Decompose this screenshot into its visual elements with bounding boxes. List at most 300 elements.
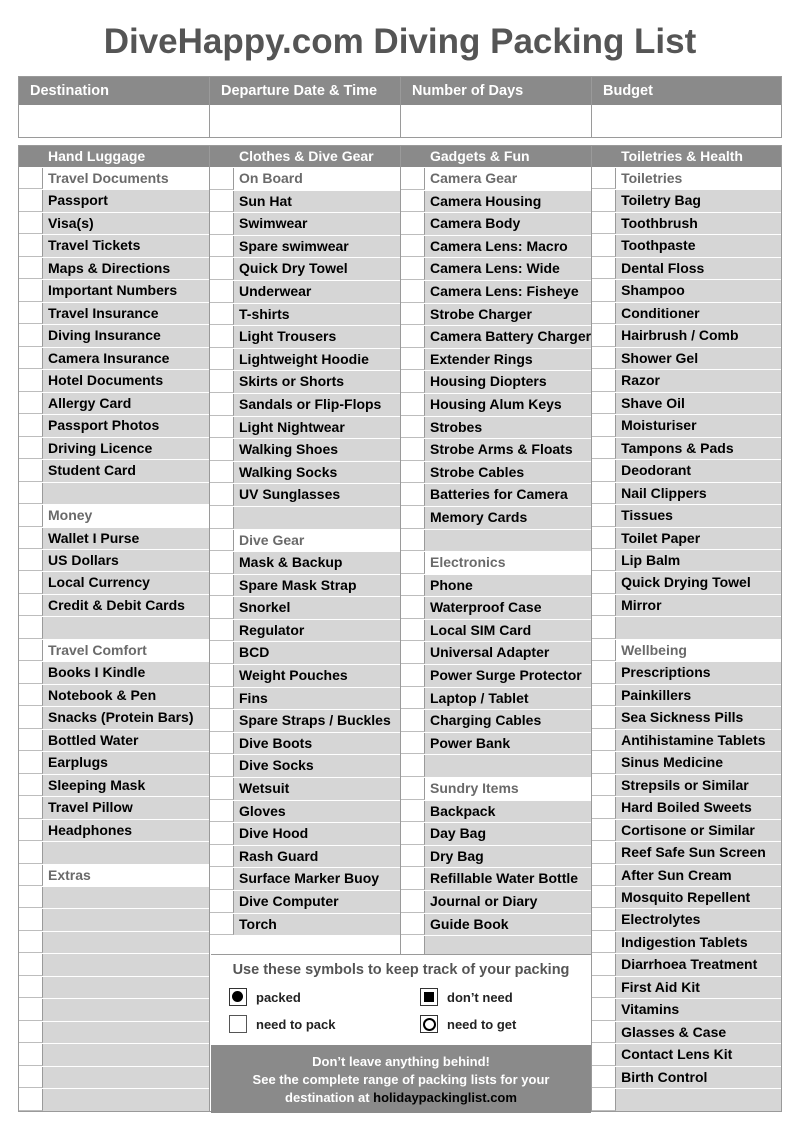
checkbox[interactable] [210, 823, 234, 845]
list-item [19, 774, 209, 796]
item-label: Journal or Diary [425, 891, 591, 913]
item-label: Sinus Medicine [616, 752, 781, 773]
item-label: BCD [234, 642, 400, 664]
item-label: Camera Lens: Wide [425, 258, 591, 280]
checkbox[interactable] [19, 865, 43, 886]
list-item [592, 819, 781, 841]
item-label [616, 1089, 781, 1110]
checkbox[interactable] [592, 640, 616, 661]
list-item [19, 347, 209, 369]
checkbox[interactable] [401, 552, 425, 574]
checkbox[interactable] [19, 595, 43, 616]
checkbox[interactable] [592, 303, 616, 324]
item-label: Spare Straps / Buckles [234, 710, 400, 732]
checkbox[interactable] [401, 688, 425, 710]
checkbox[interactable] [19, 325, 43, 346]
budget-field[interactable] [592, 105, 781, 137]
checkbox[interactable] [592, 865, 616, 886]
item-label [43, 1067, 209, 1088]
list-item [401, 732, 591, 755]
list-item [210, 325, 400, 348]
checkbox[interactable] [210, 778, 234, 800]
checkbox[interactable] [210, 462, 234, 484]
list-item [210, 461, 400, 484]
checkbox[interactable] [592, 662, 616, 683]
item-label: Wetsuit [234, 778, 400, 800]
item-label: Driving Licence [43, 438, 209, 459]
checkbox[interactable] [592, 168, 616, 189]
checkbox[interactable] [19, 887, 43, 908]
list-item [401, 393, 591, 416]
checkbox[interactable] [19, 707, 43, 728]
checkbox[interactable] [19, 640, 43, 661]
checkbox[interactable] [401, 326, 425, 348]
checkbox[interactable] [210, 688, 234, 710]
checkbox[interactable] [592, 1067, 616, 1088]
checkbox[interactable] [210, 326, 234, 348]
checkbox[interactable] [592, 483, 616, 504]
list-item [210, 551, 400, 574]
list-item [401, 913, 591, 936]
checkbox[interactable] [401, 484, 425, 506]
checkbox[interactable] [210, 484, 234, 506]
checkbox[interactable] [210, 530, 234, 552]
checkbox[interactable] [592, 550, 616, 571]
item-label: Skirts or Shorts [234, 371, 400, 393]
checkbox[interactable] [592, 617, 616, 638]
checkbox[interactable] [401, 530, 425, 552]
item-label: Snacks (Protein Bars) [43, 707, 209, 728]
checkbox[interactable] [401, 801, 425, 823]
checkbox[interactable] [19, 460, 43, 481]
item-label: Moisturiser [616, 415, 781, 436]
list-item [19, 841, 209, 863]
checkbox[interactable] [19, 730, 43, 751]
checkbox[interactable] [592, 370, 616, 391]
checkbox[interactable] [210, 371, 234, 393]
checkbox[interactable] [210, 846, 234, 868]
checkbox[interactable] [210, 394, 234, 416]
list-item [401, 483, 591, 506]
checkbox[interactable] [401, 191, 425, 213]
checkbox[interactable] [210, 575, 234, 597]
checkbox[interactable] [592, 730, 616, 751]
list-item [19, 998, 209, 1020]
item-label: Local Currency [43, 572, 209, 593]
dont-need-icon [420, 988, 438, 1006]
checkbox[interactable] [401, 710, 425, 732]
checkbox[interactable] [210, 914, 234, 936]
item-label: Walking Socks [234, 462, 400, 484]
checkbox[interactable] [19, 190, 43, 211]
checkbox[interactable] [210, 665, 234, 687]
item-label [43, 999, 209, 1020]
list-item [592, 729, 781, 751]
item-label: Bottled Water [43, 730, 209, 751]
checkbox[interactable] [19, 550, 43, 571]
item-label: Lip Balm [616, 550, 781, 571]
item-label: Hard Boiled Sweets [616, 797, 781, 818]
checkbox[interactable] [592, 977, 616, 998]
list-item [592, 279, 781, 301]
checkbox[interactable] [592, 887, 616, 908]
item-label: Antihistamine Tablets [616, 730, 781, 751]
checkbox[interactable] [19, 617, 43, 638]
checkbox[interactable] [19, 954, 43, 975]
checkbox[interactable] [592, 954, 616, 975]
checkbox[interactable] [401, 507, 425, 529]
item-label: Batteries for Camera [425, 484, 591, 506]
item-label: Shower Gel [616, 348, 781, 369]
destination-field[interactable] [19, 105, 209, 137]
list-item [19, 931, 209, 953]
item-label: Torch [234, 914, 400, 936]
checkbox[interactable] [210, 620, 234, 642]
item-label: After Sun Cream [616, 865, 781, 886]
item-label: T-shirts [234, 304, 400, 326]
list-item [210, 890, 400, 913]
checkbox[interactable] [19, 909, 43, 930]
item-label: Tissues [616, 505, 781, 526]
checkbox[interactable] [19, 685, 43, 706]
item-label: Strobe Arms & Floats [425, 439, 591, 461]
list-item [401, 438, 591, 461]
list-item [210, 822, 400, 845]
checkbox[interactable] [19, 235, 43, 256]
list-item [592, 482, 781, 504]
checkbox[interactable] [210, 236, 234, 258]
checkbox[interactable] [19, 820, 43, 841]
column-header: Toiletries & Health [592, 146, 781, 167]
info-days [401, 77, 592, 137]
checkbox[interactable] [592, 685, 616, 706]
list-item [19, 1043, 209, 1065]
list-item [19, 1066, 209, 1088]
checkbox[interactable] [19, 662, 43, 683]
list-item [19, 706, 209, 728]
checkbox[interactable] [592, 280, 616, 301]
item-label: Refillable Water Bottle [425, 868, 591, 890]
trip-info-table [18, 76, 782, 138]
checkbox[interactable] [592, 932, 616, 953]
checkbox[interactable] [401, 462, 425, 484]
checkbox[interactable] [592, 505, 616, 526]
checkbox[interactable] [592, 572, 616, 593]
item-label [43, 954, 209, 975]
checkbox[interactable] [592, 999, 616, 1020]
column-header: Gadgets & Fun [401, 146, 591, 167]
checkbox[interactable] [19, 572, 43, 593]
checkbox[interactable] [19, 932, 43, 953]
checkbox[interactable] [210, 552, 234, 574]
checkbox[interactable] [401, 371, 425, 393]
item-label: Maps & Directions [43, 258, 209, 279]
item-label: Prescriptions [616, 662, 781, 683]
item-label: Hairbrush / Comb [616, 325, 781, 346]
legend-label: need to get [447, 1016, 517, 1032]
checkbox[interactable] [401, 823, 425, 845]
checkbox[interactable] [210, 258, 234, 280]
item-label: Light Trousers [234, 326, 400, 348]
checkbox[interactable] [592, 393, 616, 414]
list-item [592, 706, 781, 728]
checkbox[interactable] [592, 438, 616, 459]
checkbox[interactable] [592, 415, 616, 436]
packing-column [592, 146, 781, 1111]
list-item [592, 1043, 781, 1065]
column-header: Hand Luggage [19, 146, 209, 167]
list-item [592, 527, 781, 549]
list-item [592, 324, 781, 346]
item-label: Diving Insurance [43, 325, 209, 346]
list-item [401, 687, 591, 710]
info-header: Departure Date & Time [210, 77, 400, 105]
checkbox[interactable] [19, 752, 43, 773]
checkbox[interactable] [592, 909, 616, 930]
checkbox[interactable] [401, 168, 425, 190]
item-label: Credit & Debit Cards [43, 595, 209, 616]
section-heading-row [210, 167, 400, 190]
checkbox[interactable] [401, 304, 425, 326]
checkbox[interactable] [401, 236, 425, 258]
item-label: Regulator [234, 620, 400, 642]
list-item [19, 482, 209, 504]
item-label: Housing Alum Keys [425, 394, 591, 416]
item-label: Dental Floss [616, 258, 781, 279]
item-label: Cortisone or Similar [616, 820, 781, 841]
item-label: Vitamins [616, 999, 781, 1020]
checkbox[interactable] [401, 778, 425, 800]
checkbox[interactable] [19, 483, 43, 504]
checkbox[interactable] [401, 914, 425, 936]
list-item [401, 822, 591, 845]
checkbox[interactable] [210, 507, 234, 529]
item-label: Notebook & Pen [43, 685, 209, 706]
item-label: Walking Shoes [234, 439, 400, 461]
item-label: Travel Tickets [43, 235, 209, 256]
checkbox[interactable] [19, 213, 43, 234]
section-heading-row [401, 777, 591, 800]
checkbox[interactable] [210, 191, 234, 213]
checkbox[interactable] [210, 417, 234, 439]
section-heading: Travel Comfort [43, 640, 209, 661]
packing-column [19, 146, 210, 1111]
checkbox[interactable] [19, 1089, 43, 1110]
list-item [592, 1088, 781, 1110]
list-item [210, 913, 400, 936]
section-heading: Extras [43, 865, 209, 886]
item-label [43, 617, 209, 638]
checkbox[interactable] [210, 710, 234, 732]
item-label: Universal Adapter [425, 642, 591, 664]
list-item [210, 732, 400, 755]
item-label: Lightweight Hoodie [234, 349, 400, 371]
checkbox[interactable] [592, 213, 616, 234]
item-label: Passport [43, 190, 209, 211]
checkbox[interactable] [401, 755, 425, 777]
checkbox[interactable] [401, 258, 425, 280]
checkbox[interactable] [401, 891, 425, 913]
item-label: Shave Oil [616, 393, 781, 414]
checkbox[interactable] [592, 775, 616, 796]
list-item [592, 189, 781, 211]
item-label: Gloves [234, 801, 400, 823]
checkbox[interactable] [592, 528, 616, 549]
item-label [43, 1089, 209, 1110]
list-item [210, 438, 400, 461]
checkbox[interactable] [210, 213, 234, 235]
checkbox[interactable] [401, 597, 425, 619]
checkbox[interactable] [592, 348, 616, 369]
list-item [19, 234, 209, 256]
list-item [592, 864, 781, 886]
legend-label: packed [256, 989, 301, 1005]
item-label: Travel Insurance [43, 303, 209, 324]
checkbox[interactable] [19, 370, 43, 391]
checkbox[interactable] [401, 394, 425, 416]
checkbox[interactable] [401, 349, 425, 371]
info-header: Destination [19, 77, 209, 105]
checkbox[interactable] [401, 213, 425, 235]
checkbox[interactable] [19, 1067, 43, 1088]
checkbox[interactable] [592, 190, 616, 211]
list-item [210, 212, 400, 235]
item-label: Sun Hat [234, 191, 400, 213]
checkbox[interactable] [592, 1022, 616, 1043]
checkbox[interactable] [19, 505, 43, 526]
section-heading-row [19, 639, 209, 661]
item-label: Diarrhoea Treatment [616, 954, 781, 975]
promo-line [211, 1089, 591, 1107]
checkbox[interactable] [401, 575, 425, 597]
checkbox[interactable] [210, 801, 234, 823]
checkbox[interactable] [401, 733, 425, 755]
checkbox[interactable] [19, 999, 43, 1020]
list-item [401, 641, 591, 664]
checkbox[interactable] [210, 597, 234, 619]
section-heading: On Board [234, 168, 400, 190]
item-label [43, 887, 209, 908]
checkbox[interactable] [19, 280, 43, 301]
checkbox[interactable] [592, 1089, 616, 1110]
list-item [19, 257, 209, 279]
promo-site-link[interactable]: holidaypackinglist.com [373, 1090, 517, 1105]
checkbox[interactable] [19, 1044, 43, 1065]
list-item [19, 729, 209, 751]
item-label: Sandals or Flip-Flops [234, 394, 400, 416]
section-heading: Wellbeing [616, 640, 781, 661]
checkbox[interactable] [19, 528, 43, 549]
list-item [401, 212, 591, 235]
days-field[interactable] [401, 105, 591, 137]
checkbox[interactable] [210, 281, 234, 303]
item-label: Glasses & Case [616, 1022, 781, 1043]
checkbox[interactable] [210, 733, 234, 755]
checkbox[interactable] [210, 642, 234, 664]
checkbox[interactable] [401, 665, 425, 687]
checkbox[interactable] [592, 258, 616, 279]
checkbox[interactable] [19, 1022, 43, 1043]
item-label: Contact Lens Kit [616, 1044, 781, 1065]
list-item [210, 190, 400, 213]
checkbox[interactable] [592, 820, 616, 841]
checkbox[interactable] [210, 168, 234, 190]
checkbox[interactable] [210, 868, 234, 890]
list-item [210, 664, 400, 687]
item-label: Snorkel [234, 597, 400, 619]
checkbox[interactable] [401, 439, 425, 461]
item-label: Rash Guard [234, 846, 400, 868]
checkbox[interactable] [592, 1044, 616, 1065]
item-label: Camera Insurance [43, 348, 209, 369]
list-item [19, 661, 209, 683]
checkbox[interactable] [19, 303, 43, 324]
checkbox[interactable] [19, 977, 43, 998]
checkbox[interactable] [401, 868, 425, 890]
checkbox[interactable] [210, 439, 234, 461]
checkbox[interactable] [401, 417, 425, 439]
checkbox[interactable] [19, 438, 43, 459]
checkbox[interactable] [210, 755, 234, 777]
checkbox[interactable] [592, 707, 616, 728]
checkbox[interactable] [210, 304, 234, 326]
checkbox[interactable] [210, 891, 234, 913]
list-item [210, 280, 400, 303]
list-item [401, 596, 591, 619]
item-label: Surface Marker Buoy [234, 868, 400, 890]
checkbox[interactable] [19, 393, 43, 414]
section-heading: Camera Gear [425, 168, 591, 190]
item-label: Tampons & Pads [616, 438, 781, 459]
item-label [234, 507, 400, 529]
item-label: Memory Cards [425, 507, 591, 529]
checkbox[interactable] [401, 620, 425, 642]
checkbox[interactable] [592, 752, 616, 773]
list-item [401, 461, 591, 484]
checkbox[interactable] [592, 797, 616, 818]
list-item [210, 393, 400, 416]
checkbox[interactable] [592, 235, 616, 256]
checkbox[interactable] [401, 642, 425, 664]
checkbox[interactable] [19, 842, 43, 863]
checkbox[interactable] [210, 349, 234, 371]
checkbox[interactable] [19, 258, 43, 279]
checkbox[interactable] [19, 775, 43, 796]
item-label: Indigestion Tablets [616, 932, 781, 953]
item-label: Waterproof Case [425, 597, 591, 619]
checkbox[interactable] [19, 415, 43, 436]
list-item [401, 867, 591, 890]
item-label: Spare swimwear [234, 236, 400, 258]
list-item [592, 976, 781, 998]
checkbox[interactable] [592, 595, 616, 616]
checkbox[interactable] [401, 281, 425, 303]
checkbox[interactable] [19, 168, 43, 189]
list-item [210, 867, 400, 890]
checkbox[interactable] [592, 325, 616, 346]
item-label: Camera Lens: Macro [425, 236, 591, 258]
departure-field[interactable] [210, 105, 400, 137]
item-label: Toiletry Bag [616, 190, 781, 211]
checkbox[interactable] [19, 348, 43, 369]
checkbox[interactable] [19, 797, 43, 818]
checkbox[interactable] [592, 460, 616, 481]
checkbox[interactable] [592, 842, 616, 863]
checkbox[interactable] [401, 846, 425, 868]
item-label: Charging Cables [425, 710, 591, 732]
item-label: Books I Kindle [43, 662, 209, 683]
item-label: Important Numbers [43, 280, 209, 301]
